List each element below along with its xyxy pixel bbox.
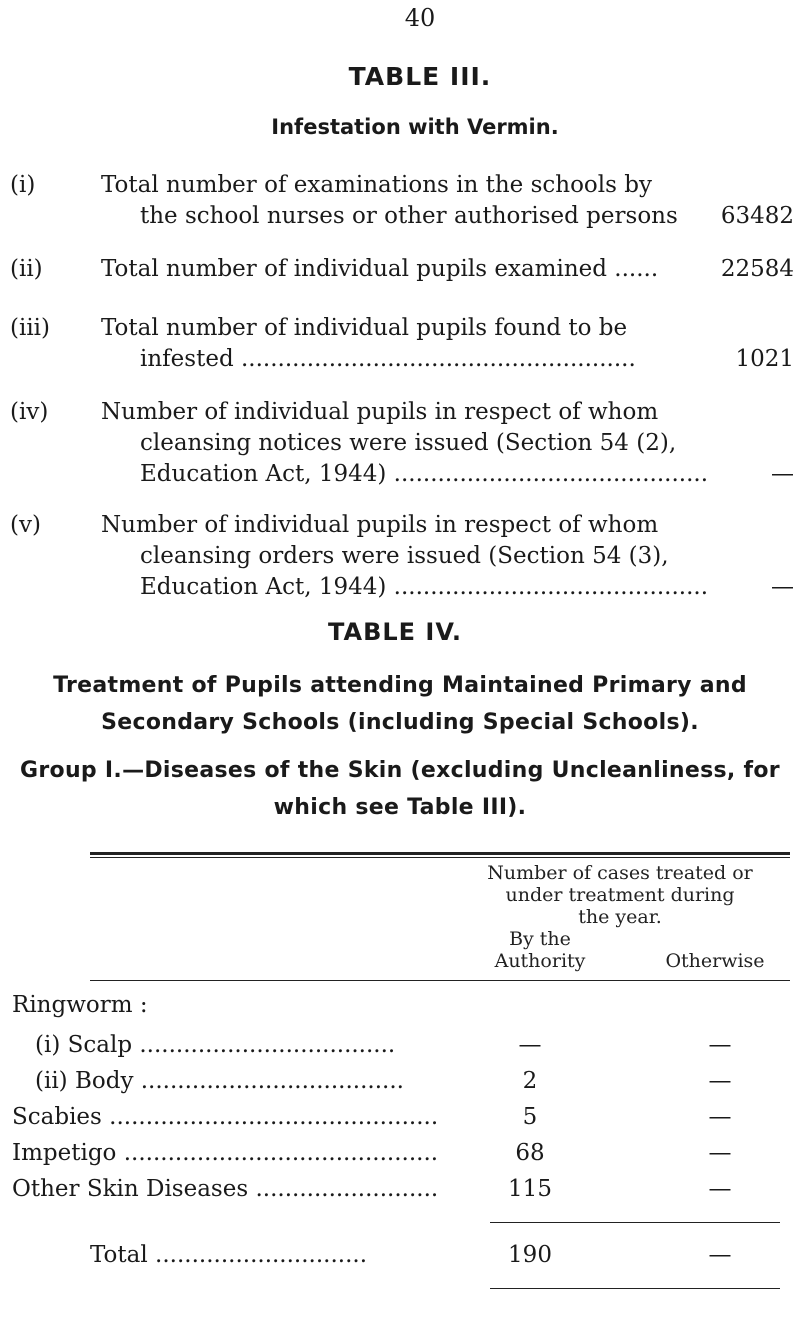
cell-otherwise: — [708,1140,732,1166]
total-otherwise: — [708,1242,732,1268]
column-header-otherwise: Otherwise [665,950,765,972]
cell-authority: 115 [508,1176,552,1202]
total-authority: 190 [508,1242,552,1268]
item-text-line: Education Act, 1944) ........................................... [140,461,709,487]
table-top-rule [90,852,790,855]
table-4-heading-line: Treatment of Pupils attending Maintained Primary and [53,673,747,698]
item-text-line: Total number of individual pupils examined ...... [101,256,659,282]
item-value: 22584 [720,256,794,282]
item-text-line: cleansing orders were issued (Section 54 (3), [140,543,669,569]
item-text-line: Total number of individual pupils found to be [101,315,628,341]
item-value: — [771,461,794,487]
table-row-label: Scabies ............................................. [12,1104,439,1130]
table-4-group-line: which see Table III). [273,795,527,820]
table-row-label: (i) Scalp ................................... [35,1032,396,1058]
cell-otherwise: — [708,1176,732,1202]
item-value: — [771,574,794,600]
table-row-label: Other Skin Diseases ......................... [12,1176,439,1202]
item-text-line: Number of individual pupils in respect of whom [101,512,659,538]
cell-otherwise: — [708,1032,732,1058]
cell-otherwise: — [708,1068,732,1094]
page-number: 40 [404,4,436,32]
total-row-label: Total ............................. [90,1242,368,1268]
cell-otherwise: — [708,1104,732,1130]
item-text-line: cleansing notices were issued (Section 54 (2), [140,430,677,456]
item-text-line: the school nurses or other authorised persons [140,203,678,229]
item-number: (v) [10,512,41,538]
table-3-subtitle: Infestation with Vermin. [271,115,559,139]
item-value: 1021 [735,346,794,372]
total-bottom-rule [490,1288,780,1289]
item-number: (iv) [10,399,49,425]
table-4-group-line: Group I.—Diseases of the Skin (excluding Uncleanliness, for [20,758,780,783]
cell-authority: — [518,1032,542,1058]
table-4-heading-line: Secondary Schools (including Special Schools). [101,710,699,735]
item-number: (i) [10,172,36,198]
cell-authority: 68 [515,1140,545,1166]
header-bottom-rule [90,980,790,981]
table-row-label: Ringworm : [12,992,148,1018]
item-value: 63482 [720,203,794,229]
table-row-label: Impetigo ........................................... [12,1140,439,1166]
table-4-title: TABLE IV. [328,618,462,646]
table-row-label: (ii) Body .................................... [35,1068,404,1094]
item-text-line: Education Act, 1944) ........................................... [140,574,709,600]
cell-authority: 2 [522,1068,538,1094]
table-3-title: TABLE III. [348,62,492,91]
item-text-line: infested ...................................................... [140,346,636,372]
item-text-line: Number of individual pupils in respect of whom [101,399,659,425]
column-group-header: Number of cases treated or under treatment during the year. [487,862,753,928]
cell-authority: 5 [522,1104,538,1130]
item-number: (iii) [10,315,51,341]
column-header-authority: By the Authority [494,928,586,972]
table-top-rule-thin [90,857,790,858]
item-text-line: Total number of examinations in the schools by [101,172,652,198]
item-number: (ii) [10,256,43,282]
total-top-rule [490,1222,780,1223]
